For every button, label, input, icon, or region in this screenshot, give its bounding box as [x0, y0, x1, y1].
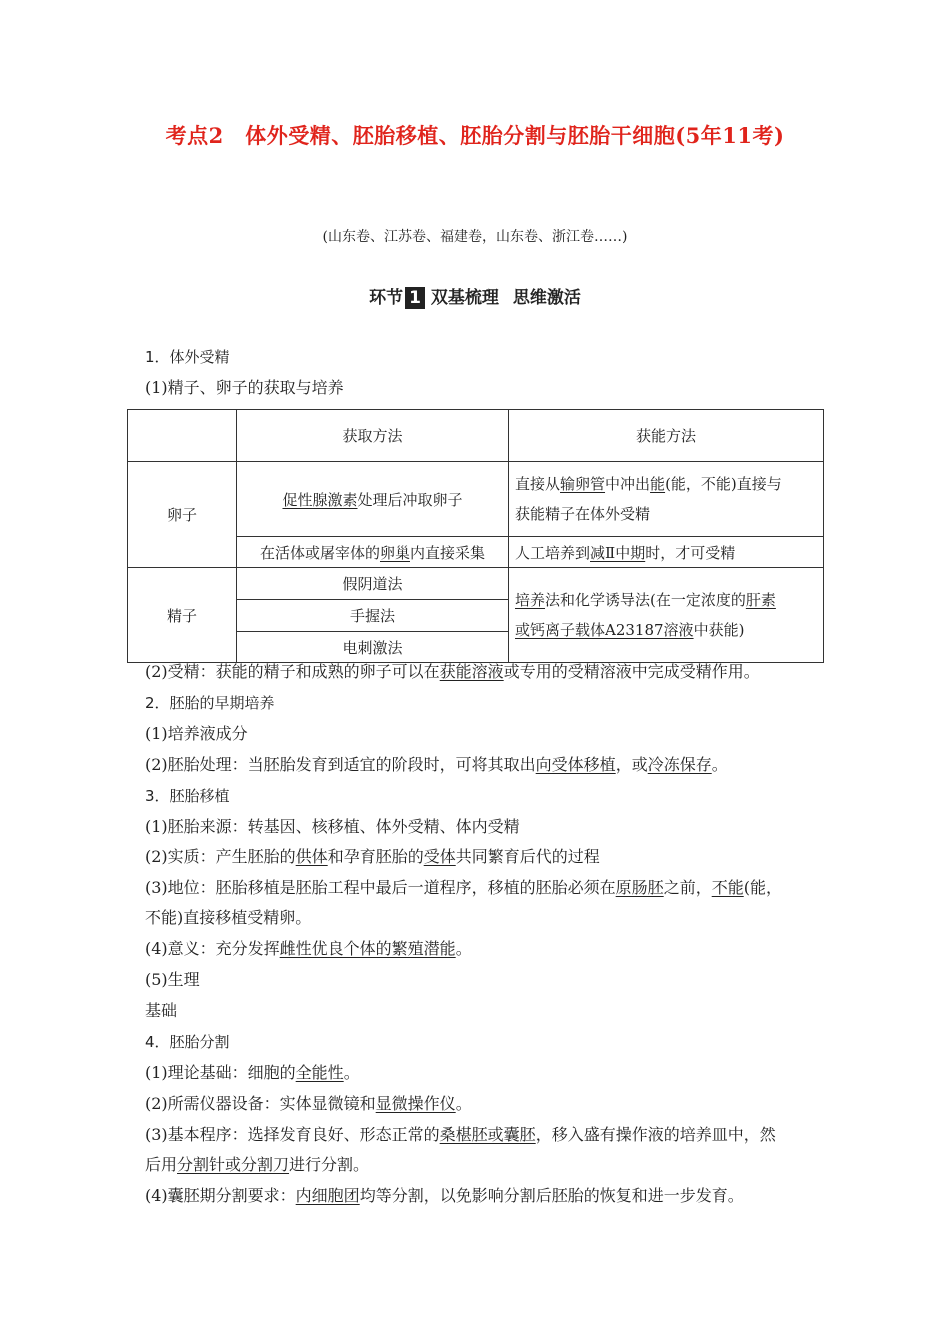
- heading-splitting: 4．胚胎分割: [145, 1033, 230, 1051]
- paragraph: (2)胚胎处理：当胚胎发育到适宜的阶段时，可将其取出向受体移植，或冷冻保存。: [145, 755, 728, 774]
- table-cell: 在活体或屠宰体的卵巢内直接采集: [237, 537, 509, 568]
- paragraph: 不能)直接移植受精卵。: [145, 908, 312, 927]
- paragraph: (1)理论基础：细胞的全能性。: [145, 1063, 360, 1082]
- row-label-sperm: 精子: [128, 568, 237, 663]
- table-header: 获取方法: [237, 410, 509, 462]
- heading-transfer: 3．胚胎移植: [145, 787, 230, 805]
- paragraph: (2)所需仪器设备：实体显微镜和显微操作仪。: [145, 1094, 472, 1113]
- paragraph: (2)受精：获能的精子和成熟的卵子可以在获能溶液或专用的受精溶液中完成受精作用。: [145, 662, 760, 681]
- table-cell: 电刺激法: [237, 632, 509, 663]
- paragraph: (2)实质：产生胚胎的供体和孕育胚胎的受体共同繁育后代的过程: [145, 847, 600, 866]
- paragraph: 后用分割针或分割刀进行分割。: [145, 1155, 370, 1174]
- paragraph: (4)意义：充分发挥雌性优良个体的繁殖潜能。: [145, 939, 472, 958]
- heading-ivf: 1．体外受精: [145, 348, 230, 366]
- paragraph: (5)生理: [145, 970, 200, 989]
- table-cell: 假阴道法: [237, 568, 509, 600]
- page-title: 考点2 体外受精、胚胎移植、胚胎分割与胚胎干细胞(5年11考): [165, 123, 785, 148]
- row-label-egg: 卵子: [128, 462, 237, 568]
- table-cell: 直接从输卵管中冲出能(能，不能)直接与 获能精子在体外受精: [509, 462, 824, 537]
- paragraph: (3)基本程序：选择发育良好、形态正常的桑椹胚或囊胚，移入盛有操作液的培养皿中，然: [145, 1125, 776, 1144]
- paragraph: (3)地位：胚胎移植是胚胎工程中最后一道程序，移植的胚胎必须在原肠胚之前，不能(能，: [145, 878, 782, 897]
- paragraph: (1)胚胎来源：转基因、核移植、体外受精、体内受精: [145, 817, 520, 836]
- section-heading: [0, 283, 950, 309]
- paragraph: (1)精子、卵子的获取与培养: [145, 378, 344, 397]
- section-prefix: 环节: [369, 288, 404, 308]
- table-cell: 人工培养到减Ⅱ中期时，才可受精: [509, 537, 824, 568]
- table-cell: 培养法和化学诱导法(在一定浓度的肝素 或钙离子载体A23187溶液中获能): [509, 568, 824, 663]
- exam-source: (山东卷、江苏卷、福建卷，山东卷、浙江卷……): [322, 229, 628, 245]
- table-header: 获能方法: [509, 410, 824, 462]
- table-cell: 促性腺激素处理后冲取卵子: [237, 462, 509, 537]
- section-number: 1: [405, 287, 425, 309]
- paragraph: (1)培养液成分: [145, 724, 248, 743]
- paragraph: 基础: [145, 1001, 178, 1020]
- table-cell: 手握法: [237, 600, 509, 632]
- gamete-table: [127, 409, 824, 663]
- paragraph: (4)囊胚期分割要求：内细胞团均等分割，以免影响分割后胚胎的恢复和进一步发育。: [145, 1186, 744, 1205]
- section-part2: 思维激活: [512, 288, 581, 308]
- section-part1: 双基梳理: [430, 288, 499, 308]
- heading-culture: 2．胚胎的早期培养: [145, 694, 275, 712]
